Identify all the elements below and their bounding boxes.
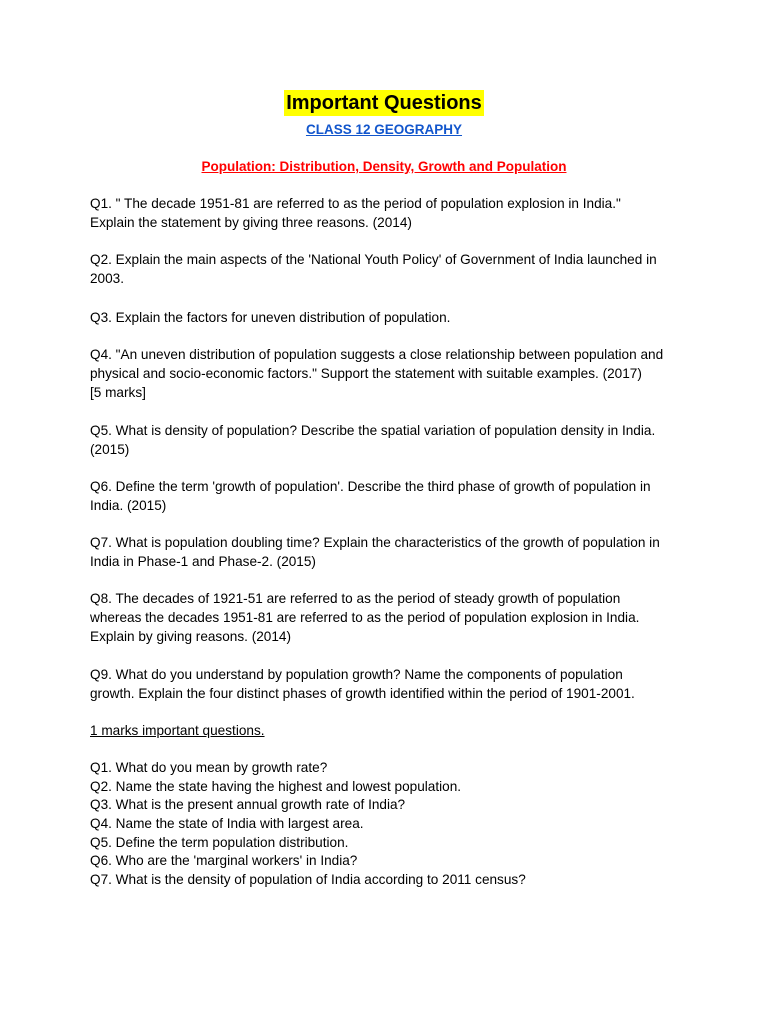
question-1 [90, 194, 690, 232]
question-8 [90, 589, 690, 646]
short-question-item: Q3. What is the present annual growth rate of India? [90, 797, 406, 813]
question-line: Q7. What is population doubling time? Explain the characteristics of the growth of population in [90, 535, 660, 550]
question-line: [5 marks] [90, 385, 146, 400]
topic-heading: Population: Distribution, Density, Growth and Population [201, 159, 567, 174]
page-title: Important Questions [286, 92, 482, 114]
question-line: Q9. What do you understand by population growth? Name the components of population [90, 667, 623, 682]
question-line: India in Phase-1 and Phase-2. (2015) [90, 554, 316, 569]
question-line: (2015) [90, 442, 130, 457]
question-5 [90, 421, 690, 459]
question-line: Q4. "An uneven distribution of population suggests a close relationship between population and [90, 347, 664, 362]
question-line: Q5. What is density of population? Describe the spatial variation of population density in India. [90, 423, 656, 438]
question-line: whereas the decades 1951-81 are referred to as the period of population explosion in India. [90, 610, 640, 625]
short-question-item: Q5. Define the term population distribution. [90, 834, 349, 850]
question-line: Q8. The decades of 1921-51 are referred to as the period of steady growth of population [90, 591, 621, 606]
short-question-item: Q7. What is the density of population of India according to 2011 census? [90, 872, 526, 888]
question-line: Q6. Define the term 'growth of population'. Describe the third phase of growth of population in [90, 479, 651, 494]
short-question-item: Q6. Who are the 'marginal workers' in India? [90, 853, 358, 869]
short-questions-heading: 1 marks important questions. [90, 723, 265, 738]
question-9 [90, 665, 690, 703]
question-2 [90, 250, 690, 288]
question-line: physical and socio-economic factors." Support the statement with suitable examples. (2017) [90, 366, 642, 381]
class-subtitle-link[interactable]: CLASS 12 GEOGRAPHY [305, 122, 463, 137]
question-line: India. (2015) [90, 498, 167, 513]
question-line: Q2. Explain the main aspects of the 'National Youth Policy' of Government of India launched in [90, 252, 657, 267]
short-question-item: Q4. Name the state of India with largest area. [90, 816, 364, 832]
question-6 [90, 477, 690, 515]
question-line: 2003. [90, 271, 125, 286]
question-3 [90, 308, 690, 327]
question-line: Q3. Explain the factors for uneven distribution of population. [90, 310, 451, 325]
question-line: Explain the statement by giving three reasons. (2014) [90, 215, 412, 230]
question-4 [90, 345, 690, 402]
short-questions-list [90, 759, 526, 890]
question-line: Q1. " The decade 1951-81 are referred to as the period of population explosion in India." [90, 196, 621, 211]
topic-container [0, 158, 768, 176]
question-line: Explain by giving reasons. (2014) [90, 629, 291, 644]
subtitle-container [0, 121, 768, 139]
short-question-item: Q1. What do you mean by growth rate? [90, 760, 328, 775]
question-7 [90, 533, 690, 571]
short-question-item: Q2. Name the state having the highest and lowest population. [90, 778, 462, 794]
question-line: growth. Explain the four distinct phases of growth identified within the period of 1901-2001. [90, 686, 635, 701]
title-container [0, 90, 768, 116]
